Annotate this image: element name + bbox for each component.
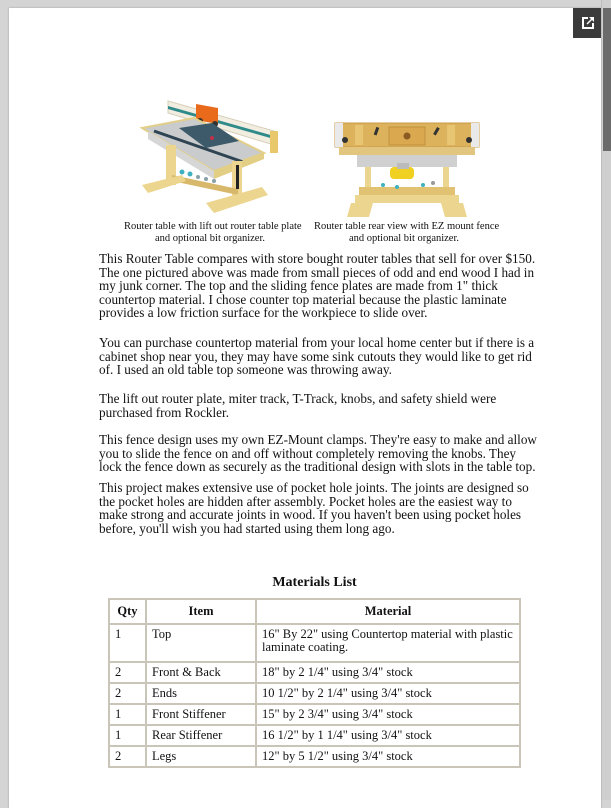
cell-item: Top	[146, 624, 256, 662]
table-header-row	[109, 599, 520, 624]
cell-qty: 1	[109, 624, 146, 662]
table-row	[109, 725, 520, 746]
cell-item: Ends	[146, 683, 256, 704]
table-row	[109, 704, 520, 725]
cell-material: 10 1/2" by 2 1/4" using 3/4" stock	[256, 683, 520, 704]
column-header-qty: Qty	[109, 599, 146, 624]
paragraph-text: This project makes extensive use of pocket hole joints. The joints are designed so the pocket holes are hidden after assembly. Pocket holes are the easiest way to make strong and accurate joints in wood. If you haven't been using pocket holes before, you'll wish you had started using them long ago.	[99, 480, 529, 536]
table-row	[109, 746, 520, 767]
cell-item: Rear Stiffener	[146, 725, 256, 746]
cell-material: 18" by 2 1/4" using 3/4" stock	[256, 662, 520, 683]
cell-item: Front Stiffener	[146, 704, 256, 725]
paragraph-text: The lift out router plate, miter track, T-Track, knobs, and safety shield were purchased from Rockler.	[99, 391, 497, 420]
open-in-new-icon	[580, 15, 596, 31]
paragraph-text: This fence design uses my own EZ-Mount clamps. They're easy to make and allow you to slide the fence on and off without completely removing the knobs. They lock the fence down as securely as the traditional design with slots in the table top.	[99, 432, 537, 475]
figure-router-table-rear	[327, 121, 487, 219]
cell-material: 12" by 5 1/2" using 3/4" stock	[256, 746, 520, 767]
paragraph-fence-design	[99, 433, 539, 474]
figure-row	[9, 88, 601, 248]
column-header-material: Material	[256, 599, 520, 624]
caption-line: and optional bit organizer.	[348, 233, 460, 244]
figure-caption-rear	[314, 221, 500, 245]
paragraph-pocket-holes	[99, 481, 539, 535]
paragraph-countertop	[99, 336, 539, 377]
figure-router-table-front	[134, 93, 284, 218]
scrollbar-thumb[interactable]	[603, 8, 611, 151]
cell-qty: 2	[109, 746, 146, 767]
paragraph-intro	[99, 252, 539, 320]
cell-qty: 2	[109, 683, 146, 704]
cell-qty: 1	[109, 704, 146, 725]
table-row	[109, 683, 520, 704]
cell-item: Front & Back	[146, 662, 256, 683]
materials-table	[108, 598, 521, 768]
cell-qty: 2	[109, 662, 146, 683]
open-external-button[interactable]	[573, 8, 603, 38]
table-row	[109, 624, 520, 662]
router-table-rear-image	[327, 121, 487, 219]
cell-material: 16" By 22" using Countertop material with plastic laminate coating.	[256, 624, 520, 662]
caption-line: Router table rear view with EZ mount fence	[314, 221, 500, 232]
cell-material: 15" by 2 3/4" using 3/4" stock	[256, 704, 520, 725]
caption-line: Router table with lift out router table plate	[124, 221, 302, 232]
paragraph-text: You can purchase countertop material from your local home center but if there is a cabinet shop near you, they may have some sink cutouts they would like to get rid of. I used an old table top someone was throwing away.	[99, 335, 535, 378]
figure-caption-front	[124, 221, 302, 245]
cell-item: Legs	[146, 746, 256, 767]
vertical-scrollbar[interactable]	[601, 0, 611, 800]
column-header-item: Item	[146, 599, 256, 624]
materials-list-title: Materials List	[272, 575, 357, 590]
paragraph-rockler	[99, 392, 539, 419]
paragraph-text: This Router Table compares with store bought router tables that sell for over $150. The one pictured above was made from small pieces of odd and end wood I had in my junk corner. The top and the sliding fence plates are made from 1" thick countertop material. I chose counter top material because the plastic laminate provides a low friction surface for the workpiece to slide over.	[99, 251, 536, 321]
table-row	[109, 662, 520, 683]
router-table-front-image	[134, 93, 284, 218]
cell-material: 16 1/2" by 1 1/4" using 3/4" stock	[256, 725, 520, 746]
cell-qty: 1	[109, 725, 146, 746]
caption-line: and optional bit organizer.	[154, 233, 266, 244]
document-page	[9, 8, 601, 808]
